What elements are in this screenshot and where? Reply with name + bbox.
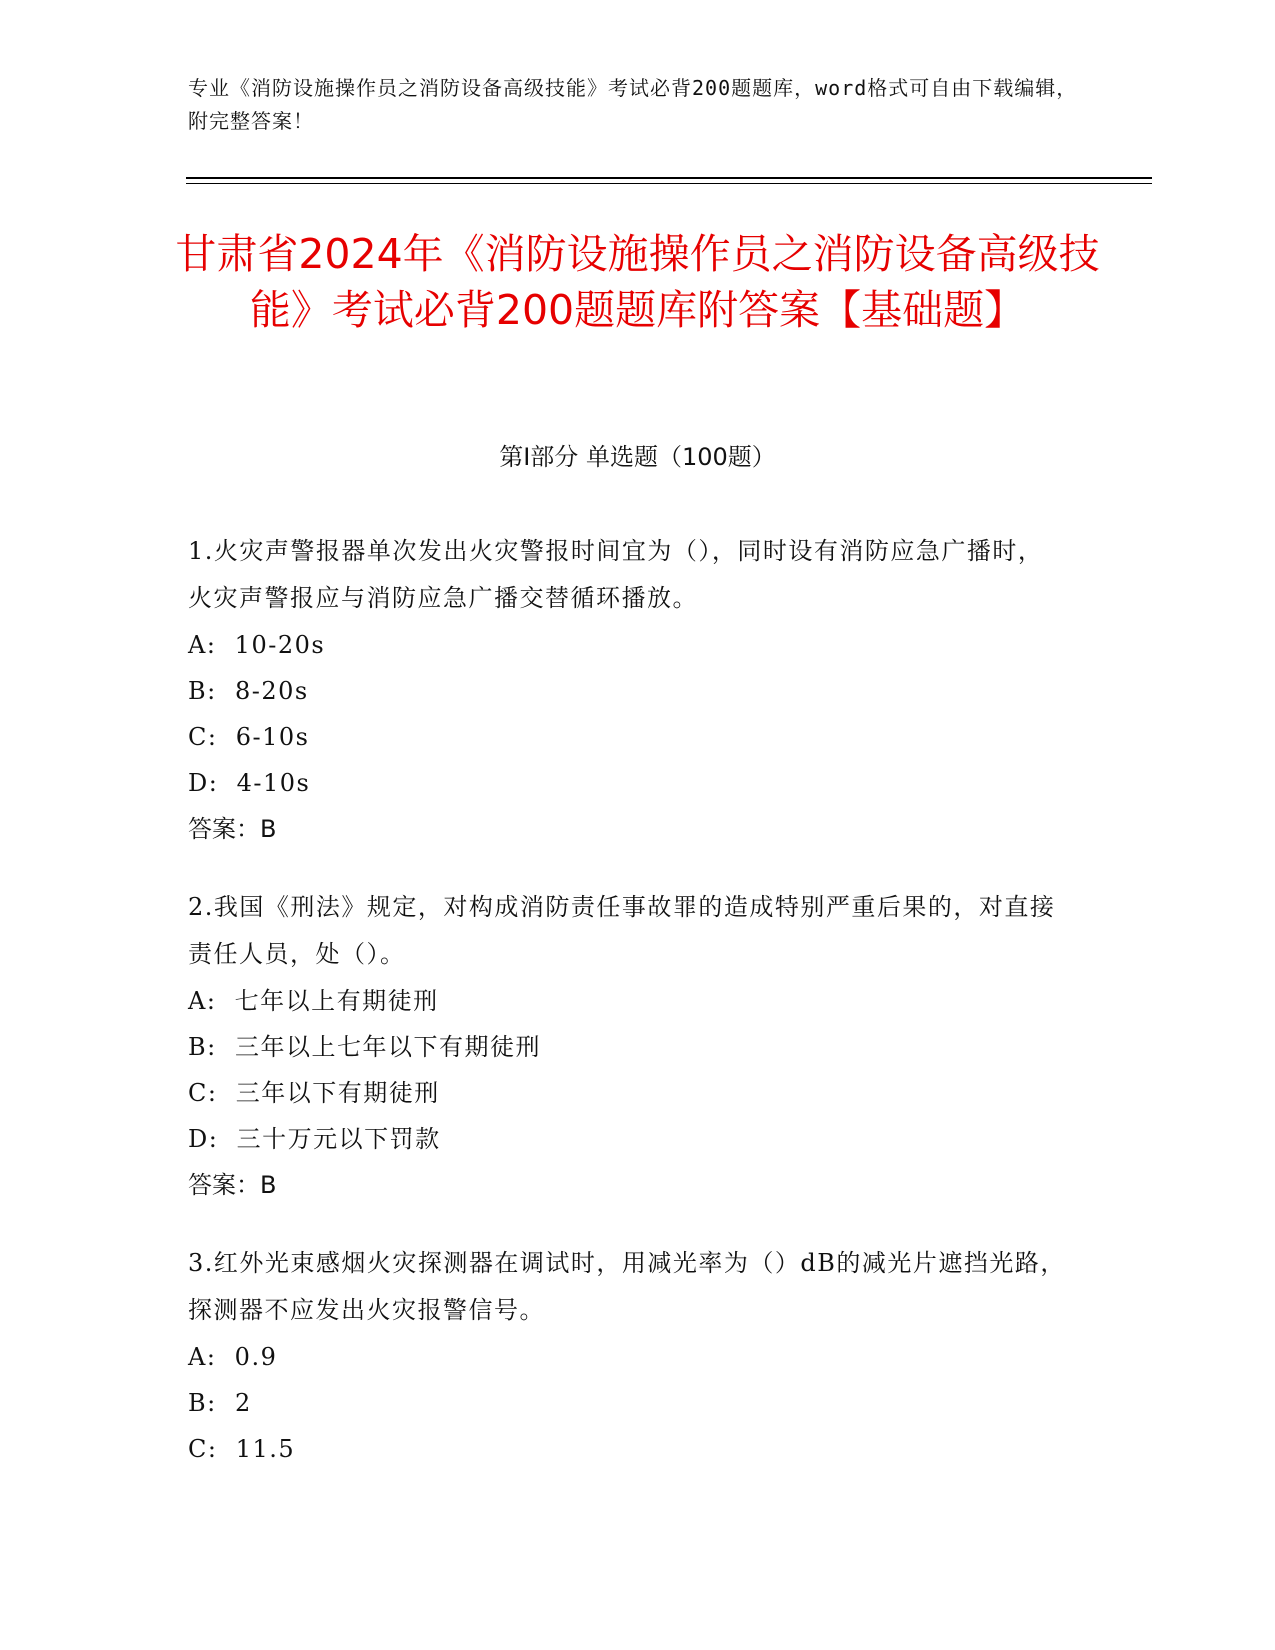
question-1 (188, 528, 1068, 852)
option-b: B: 三年以上七年以下有期徒刑 (188, 1033, 541, 1061)
option-b: B: 8-20s (188, 677, 309, 705)
header-note: 专业《消防设施操作员之消防设备高级技能》考试必背200题题库，word格式可自由下载编辑，附完整答案！ (188, 76, 1078, 133)
document-title: 甘肃省2024年《消防设施操作员之消防设备高级技能》考试必背200题题库附答案【基础题】 (175, 230, 1100, 334)
header-divider-thick (186, 177, 1152, 179)
question-3 (188, 1240, 1068, 1472)
option-d: D: 4-10s (188, 769, 311, 797)
answer: 答案：B (188, 815, 277, 843)
option-c: C: 6-10s (188, 723, 310, 751)
question-stem: 3.红外光束感烟火灾探测器在调试时，用减光率为（）dB的减光片遮挡光路，探测器不应发出火灾报警信号。 (188, 1249, 1066, 1324)
question-stem: 1.火灾声警报器单次发出火灾警报时间宜为（），同时设有消防应急广播时，火灾声警报应与消防应急广播交替循环播放。 (188, 537, 1044, 612)
option-d: D: 三十万元以下罚款 (188, 1125, 441, 1153)
answer: 答案：B (188, 1171, 277, 1199)
header-divider-thin (186, 183, 1152, 184)
option-a: A: 10-20s (188, 631, 326, 659)
section-title: 第I部分 单选题（100题） (499, 443, 776, 471)
option-b: B: 2 (188, 1389, 252, 1417)
option-c: C: 11.5 (188, 1435, 296, 1463)
question-list (188, 528, 1068, 1504)
option-a: A: 七年以上有期徒刑 (188, 987, 439, 1015)
option-a: A: 0.9 (188, 1343, 278, 1371)
option-c: C: 三年以下有期徒刑 (188, 1079, 440, 1107)
question-2 (188, 884, 1068, 1208)
question-stem: 2.我国《刑法》规定，对构成消防责任事故罪的造成特别严重后果的，对直接责任人员，处（）。 (188, 893, 1056, 968)
